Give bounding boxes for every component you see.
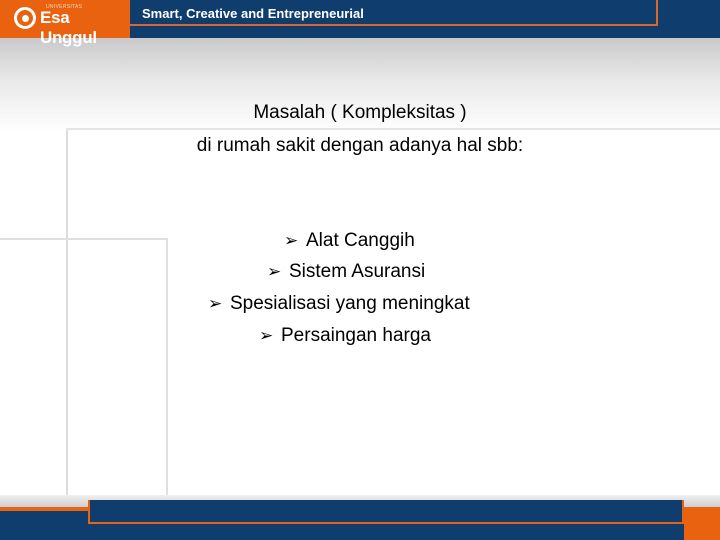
arrow-bullet-icon: ➢ — [259, 326, 274, 345]
bullet-item — [284, 230, 415, 252]
frame-box-left — [0, 238, 168, 500]
header-bar — [0, 0, 720, 47]
logo-text: Esa Unggul — [40, 8, 97, 47]
arrow-bullet-icon: ➢ — [284, 231, 299, 250]
bullet-item — [267, 261, 425, 283]
slide-title-line-2: di rumah sakit dengan adanya hal sbb: — [196, 135, 524, 156]
arrow-bullet-icon: ➢ — [208, 294, 223, 313]
logo-emblem-icon — [14, 7, 36, 29]
footer-accent-left — [0, 507, 88, 511]
slide-title-line-1: Masalah ( Kompleksitas ) — [253, 102, 467, 123]
frame-line-top — [66, 128, 720, 130]
bullet-text: Spesialisasi yang meningkat — [230, 293, 470, 314]
bullet-text: Persaingan harga — [281, 325, 431, 346]
logo-small-text: UNIVERSITAS — [46, 4, 83, 10]
footer-accent-right — [684, 507, 720, 540]
footer-frame — [88, 500, 684, 524]
bullet-item — [259, 325, 431, 347]
header-tagline: Smart, Creative and Entrepreneurial — [142, 6, 364, 21]
university-logo — [0, 0, 130, 47]
arrow-bullet-icon: ➢ — [267, 262, 282, 281]
bullet-item — [208, 293, 470, 315]
bullet-text: Sistem Asuransi — [289, 261, 426, 282]
bullet-text: Alat Canggih — [306, 230, 415, 251]
